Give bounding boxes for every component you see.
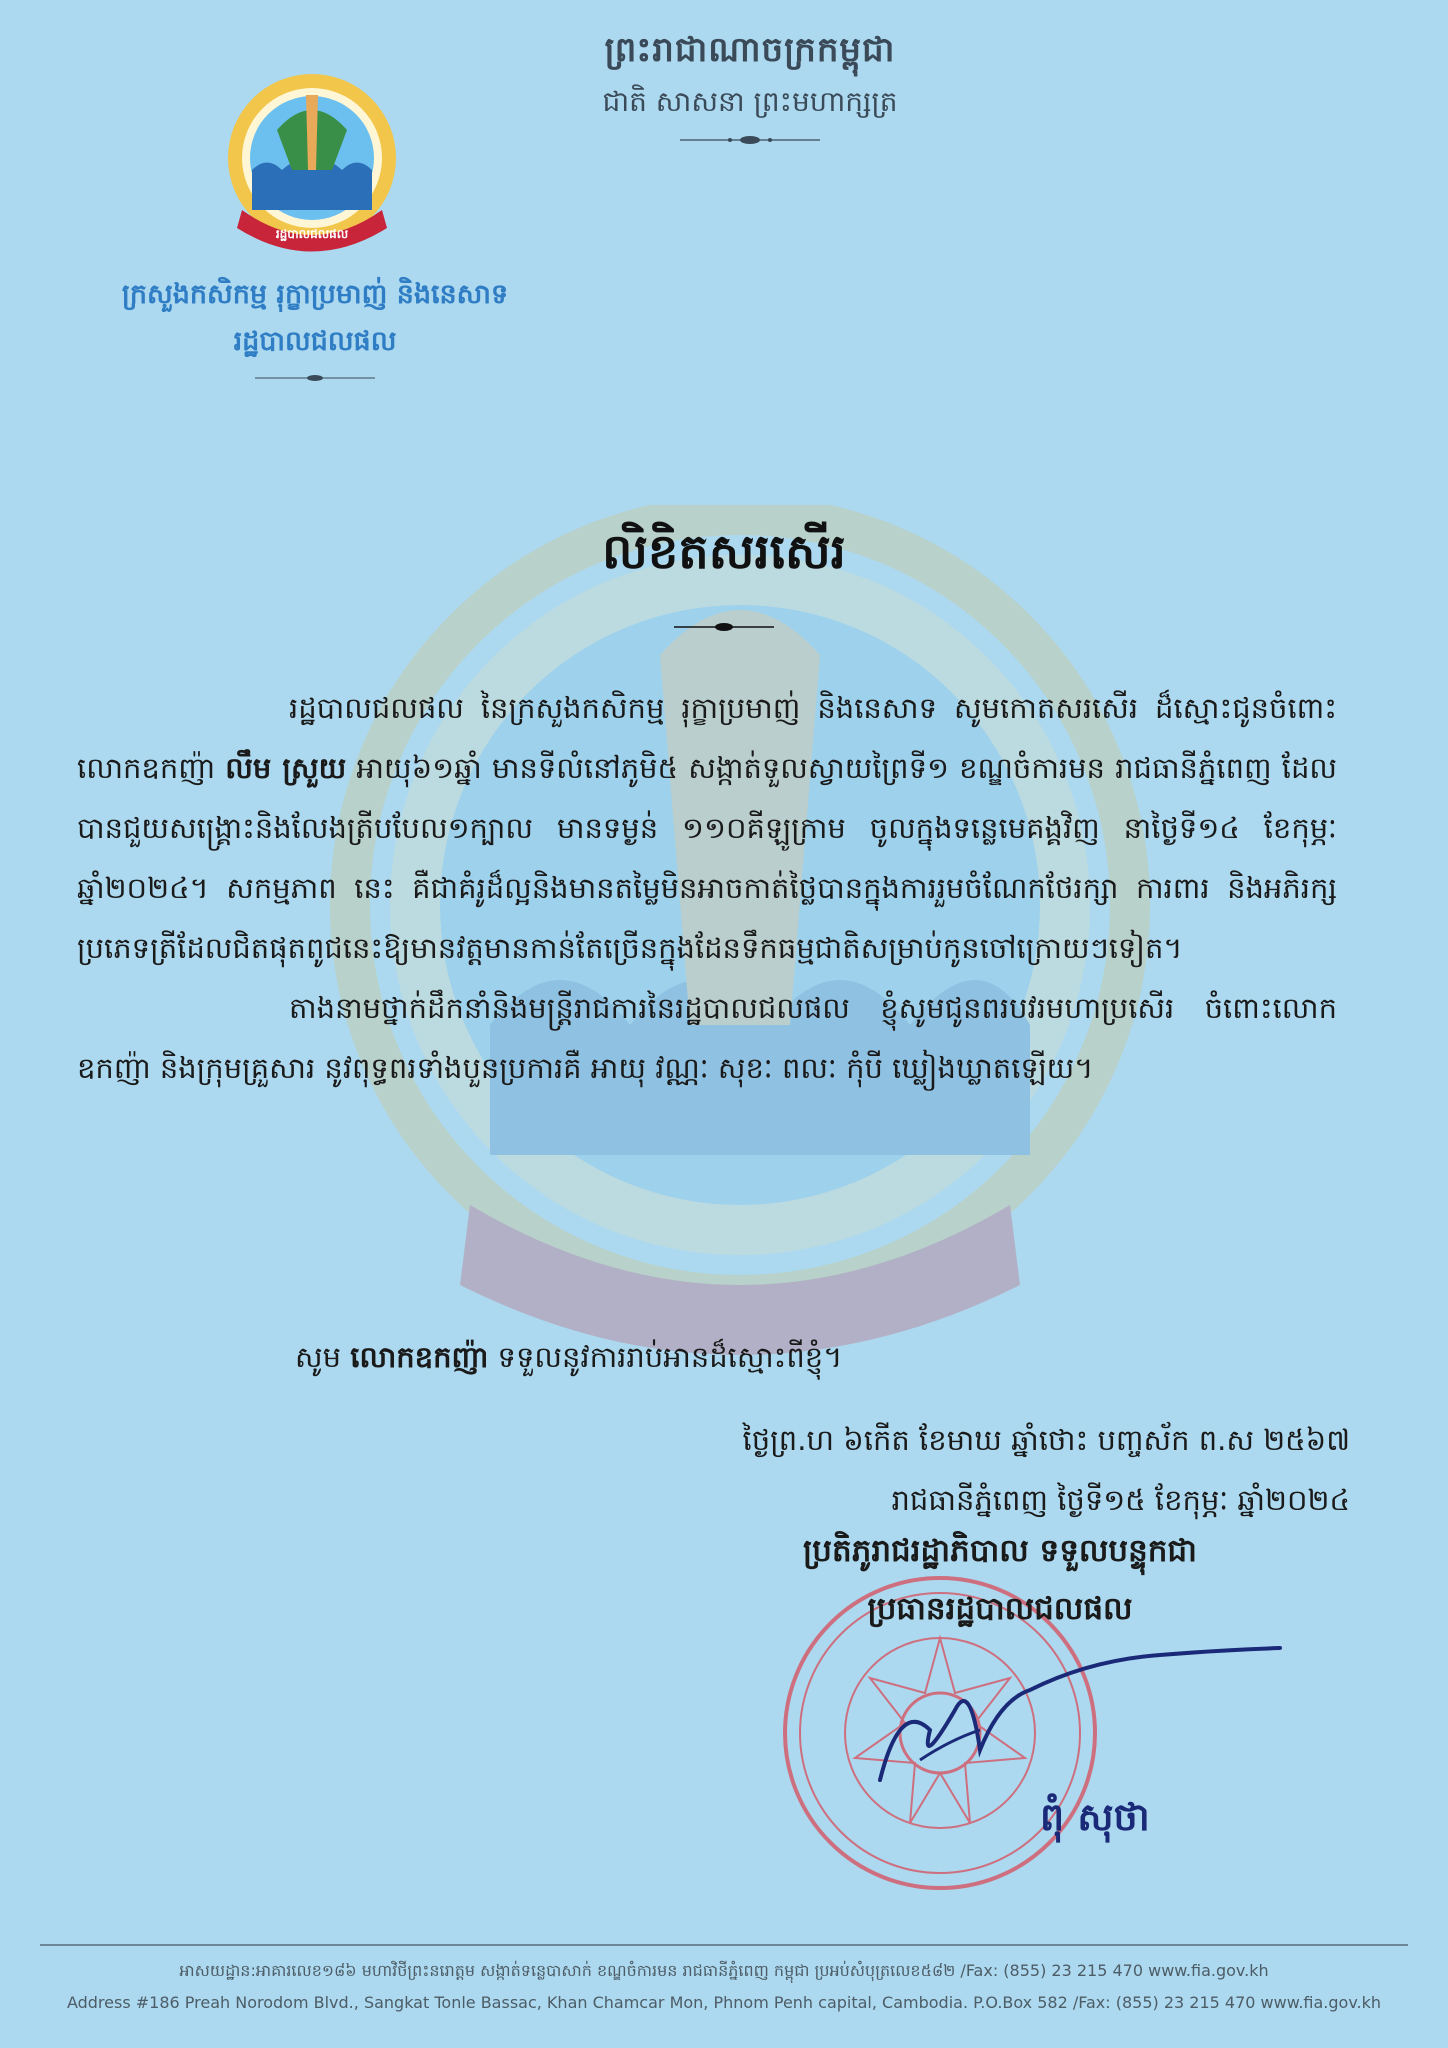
letter-title: លិខិតសរសើរ <box>602 524 846 580</box>
fisheries-logo <box>222 70 402 260</box>
paragraph-1: រដ្ឋបាលជលផល នៃក្រសួងកសិកម្ម រុក្ខាប្រមាញ់ និងនេសាទ សូមកោតសរសើរ ដ៏ស្មោះជូនចំពោះ លោកឧកញ៉ា លឹម ស្រួយ អាយុ៦១ឆ្នាំ មានទីលំនៅភូមិ៥ សង្កាត់ទួលស្វាយព្រៃទី១ ខណ្ឌចំការមន រាជធានីភ្នំពេញ ដែលបានជួយសង្គ្រោះនិងលែងត្រីបបែល១ក្បាល មានទម្ងន់ ១១០គីឡូក្រាម ចូលក្នុងទន្លេមេគង្គវិញ នាថ្ងៃទី១៤ ខែកុម្ភៈ ឆ្នាំ២០២៤។ សកម្មភាព នេះ គឺជាគំរូដ៏ល្អនិងមានតម្លៃមិនអាចកាត់ថ្លៃបានក្នុងការរួមចំណែកថែរក្សា ការពារ និងអភិរក្សប្រភេទត្រីដែលជិតផុតពូជនេះឱ្យមានវត្តមានកាន់តែច្រើនក្នុងដែនទឹកធម្មជាតិសម្រាប់កូនចៅក្រោយៗទៀត។ <box>77 691 1337 965</box>
signatory-name: ពុំ សុថា <box>1040 1795 1150 1839</box>
paragraph-2: តាងនាមថ្នាក់ដឹកនាំនិងមន្ត្រីរាជការនៃរដ្ឋបាលជលផល ខ្ញុំសូមជូនពរបវរមហាប្រសើរ ចំពោះលោកឧកញ៉ា និងក្រុមគ្រួសារ នូវពុទ្ធពរទាំងបួនប្រការគឺ អាយុ វណ្ណៈ សុខៈ ពលៈ កុំបី ឃ្លៀងឃ្លាតឡើយ។ <box>77 991 1337 1085</box>
national-motto: ជាតិ សាសនា ព្រះមហាក្សត្រ <box>602 85 898 118</box>
footer-divider <box>40 1944 1408 1946</box>
solar-date: រាជធានីភ្នំពេញ ថ្ងៃទី១៥ ខែកុម្ភៈ ឆ្នាំ២០២៤ <box>891 1483 1350 1517</box>
signatory-title: ប្រតិភូរាជរដ្ឋាភិបាល ទទួលបន្ទុកជា ប្រធានរដ្ឋបាលជលផល <box>803 1533 1197 1627</box>
header-ornament <box>680 133 820 147</box>
ministry-ornament <box>255 372 375 384</box>
recipient-name: លឹម ស្រួយ <box>225 751 347 785</box>
footer-address-kh: អាសយដ្ឋាន:អាគារលេខ១៨៦ មហាវិថីព្រះនរោត្តម សង្កាត់ទន្លេបាសាក់ ខណ្ឌចំការមន រាជធានីភ្នំពេញ កម្ពុជា ប្រអប់សំបុត្រលេខ៥៨២ /Fax: (855) 23 215 470 www.fia.gov.kh <box>179 1961 1269 1980</box>
title-ornament <box>674 620 774 634</box>
department-name: រដ្ឋបាលជលផល <box>233 326 397 357</box>
closing-line: សូម លោកឧកញ៉ា ទទួលនូវការរាប់អានដ៏ស្មោះពីខ្ញុំ។ <box>295 1340 843 1374</box>
kingdom-title: ព្រះរាជាណាចក្រកម្ពុជា <box>604 30 896 70</box>
kingdom-header <box>520 28 980 147</box>
footer-address <box>40 1955 1408 2019</box>
date-block <box>590 1410 1350 1530</box>
logo-text: រដ្ឋបាលជលផល <box>275 227 349 241</box>
ministry-name: ក្រសួងកសិកម្ម រុក្ខាប្រមាញ់ និងនេសាទ <box>121 279 509 310</box>
ministry-block <box>55 278 575 384</box>
handwritten-signature <box>860 1640 1290 1800</box>
footer-address-en: Address #186 Preah Norodom Blvd., Sangkat Tonle Bassac, Khan Chamcar Mon, Phnom Penh capital, Cambodia. P.O.Box 582 /Fax: (855) 23 215 470 www.fia.gov.kh <box>66 1993 1382 2012</box>
lunar-date: ថ្ងៃព្រ.ហ ៦កើត ខែមាឃ ឆ្នាំថោះ បញ្ចស័ក ព.ស ២៥៦៧ <box>742 1423 1350 1457</box>
letter-body <box>77 678 1337 1098</box>
